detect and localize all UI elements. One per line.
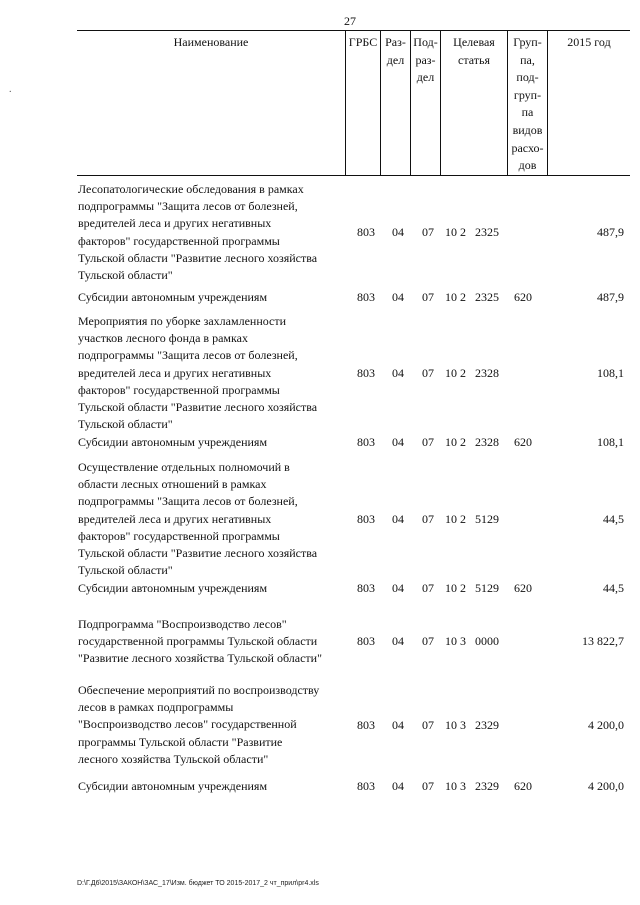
row-target-code: 5129 [475,512,499,526]
row-target-subprogram: 2 [460,581,466,595]
row-target-program: 10 [445,512,457,526]
row-name-line: Субсидии автономным учреждениям [78,779,268,793]
row-name-line: факторов" государственной программы [78,528,280,543]
row-target-program: 10 [445,290,457,304]
row-grbs: 803 [357,366,375,380]
row-name [78,682,346,768]
header-group-line: под- [516,70,539,85]
header-target-line: статья [458,52,490,67]
header-group-line: дов [518,158,537,173]
header-group-line: груп- [513,87,542,102]
row-podrazdel: 07 [422,290,434,304]
row-name-line: Тульской области "Развитие лесного хозяйства [78,250,318,265]
header-podrazdel [410,31,440,175]
row-name-line: "Воспроизводство лесов" государственной [78,717,297,732]
row-podrazdel: 07 [422,779,434,793]
row-name-line: вредителей леса и других негативных [78,216,272,231]
row-name-line: области лесных отношений в рамках [78,477,267,492]
row-name-line: вредителей леса и других негативных [78,511,272,526]
row-razdel: 04 [392,290,404,304]
header-target-line: Целевая [453,35,495,49]
row-name [78,313,346,433]
footer-file-path: D:\Г.Д6\2015\ЗАКОН\ЗАС_17\Изм. бюджет ТО 2015-2017_2 чт_прил\pr4.xls [77,880,319,887]
row-name-line: Тульской области" [78,417,173,432]
row-podrazdel: 07 [422,581,434,595]
row-name-line: Субсидии автономным учреждениям [78,581,268,595]
row-expense-group: 620 [514,435,532,449]
header-year [547,31,630,175]
row-target-program: 10 [445,779,457,793]
row-razdel: 04 [392,366,404,380]
row-name-line: "Развитие лесного хозяйства Тульской области" [78,651,322,666]
row-name-line: подпрограммы "Защита лесов от болезней, [78,494,298,509]
row-target-subprogram: 2 [460,512,466,526]
row-name-line: подпрограммы "Защита лесов от болезней, [78,199,298,214]
row-target-subprogram: 3 [460,634,466,648]
row-name [78,289,346,306]
row-target-subprogram: 2 [460,290,466,304]
row-name [78,181,346,284]
row-name [78,778,346,795]
header-razdel-line: дел [386,52,405,67]
header-group-line: па, [520,52,535,67]
row-name-line: программы Тульской области "Развитие [78,734,283,749]
row-name [78,580,346,597]
row-podrazdel: 07 [422,366,434,380]
row-name-line: факторов" государственной программы [78,233,280,248]
row-name [78,434,346,451]
row-amount: 4 200,0 [588,718,624,732]
row-razdel: 04 [392,779,404,793]
header-podrazdel-line: Под- [413,35,438,49]
row-target-program: 10 [445,718,457,732]
row-target-code: 2325 [475,290,499,304]
row-razdel: 04 [392,512,404,526]
row-target-code: 5129 [475,581,499,595]
header-group-line: па [521,105,534,120]
row-amount: 4 200,0 [588,779,624,793]
row-amount: 108,1 [597,435,624,449]
row-target-subprogram: 3 [460,779,466,793]
row-razdel: 04 [392,634,404,648]
row-target-code: 2329 [475,718,499,732]
row-target-program: 10 [445,225,457,239]
row-name-line: Подпрограмма "Воспроизводство лесов" [78,617,287,631]
row-amount: 487,9 [597,225,624,239]
row-amount: 487,9 [597,290,624,304]
row-target-code: 2329 [475,779,499,793]
header-podrazdel-line: раз- [415,52,436,67]
row-target-subprogram: 2 [460,435,466,449]
header-group-line: расхо- [511,140,544,155]
row-expense-group: 620 [514,290,532,304]
row-amount: 44,5 [603,581,624,595]
row-target-code: 2328 [475,366,499,380]
header-group-line: видов [512,122,543,137]
row-name-line: вредителей леса и других негативных [78,365,272,380]
row-name-line: Субсидии автономным учреждениям [78,290,268,304]
row-target-program: 10 [445,581,457,595]
row-grbs: 803 [357,512,375,526]
row-name-line: подпрограммы "Защита лесов от болезней, [78,348,298,363]
row-grbs: 803 [357,581,375,595]
row-name [78,459,346,579]
row-target-program: 10 [445,435,457,449]
row-name-line: Субсидии автономным учреждениям [78,435,268,449]
row-razdel: 04 [392,581,404,595]
row-target-code: 2325 [475,225,499,239]
header-razdel-line: Раз- [385,35,406,49]
row-name-line: Обеспечение мероприятий по воспроизводству [78,683,320,697]
row-amount: 108,1 [597,366,624,380]
row-target-code: 0000 [475,634,499,648]
row-name-line: Тульской области "Развитие лесного хозяйства [78,546,318,561]
row-name-line: Лесопатологические обследования в рамках [78,182,304,196]
header-group-line: Груп- [513,35,542,49]
row-target-program: 10 [445,634,457,648]
row-name-line: Мероприятия по уборке захламленности [78,314,287,328]
row-razdel: 04 [392,718,404,732]
margin-mark: . [9,84,12,95]
row-name-line: лесов в рамках подпрограммы [78,700,234,715]
row-name-line: участков лесного фонда в рамках [78,331,248,346]
header-target [440,31,507,175]
row-grbs: 803 [357,634,375,648]
row-podrazdel: 07 [422,718,434,732]
row-podrazdel: 07 [422,512,434,526]
header-razdel [380,31,410,175]
row-name [78,616,346,668]
row-target-subprogram: 3 [460,718,466,732]
row-podrazdel: 07 [422,435,434,449]
header-group [507,31,547,175]
row-name-line: лесного хозяйства Тульской области" [78,751,269,766]
header-podrazdel-line: дел [416,70,435,85]
row-name-line: Тульской области" [78,563,173,578]
header-name-label: Наименование [173,35,249,49]
row-grbs: 803 [357,435,375,449]
row-target-subprogram: 2 [460,366,466,380]
row-name-line: факторов" государственной программы [78,382,280,397]
header-year-label: 2015 год [567,35,611,49]
row-grbs: 803 [357,225,375,239]
row-grbs: 803 [357,718,375,732]
row-target-subprogram: 2 [460,225,466,239]
row-grbs: 803 [357,290,375,304]
row-razdel: 04 [392,435,404,449]
row-name-line: государственной программы Тульской области [78,634,318,649]
row-target-code: 2328 [475,435,499,449]
page-number: 27 [344,14,356,28]
row-name-line: Тульской области" [78,268,173,283]
header-grbs-label: ГРБС [348,35,378,49]
row-expense-group: 620 [514,779,532,793]
header-grbs [345,31,380,175]
row-razdel: 04 [392,225,404,239]
header-name [77,31,345,175]
row-expense-group: 620 [514,581,532,595]
row-amount: 44,5 [603,512,624,526]
row-name-line: Осуществление отдельных полномочий в [78,460,290,474]
row-podrazdel: 07 [422,225,434,239]
table-header [77,30,630,176]
row-amount: 13 822,7 [582,634,624,648]
row-podrazdel: 07 [422,634,434,648]
row-target-program: 10 [445,366,457,380]
row-name-line: Тульской области "Развитие лесного хозяйства [78,400,318,415]
row-grbs: 803 [357,779,375,793]
